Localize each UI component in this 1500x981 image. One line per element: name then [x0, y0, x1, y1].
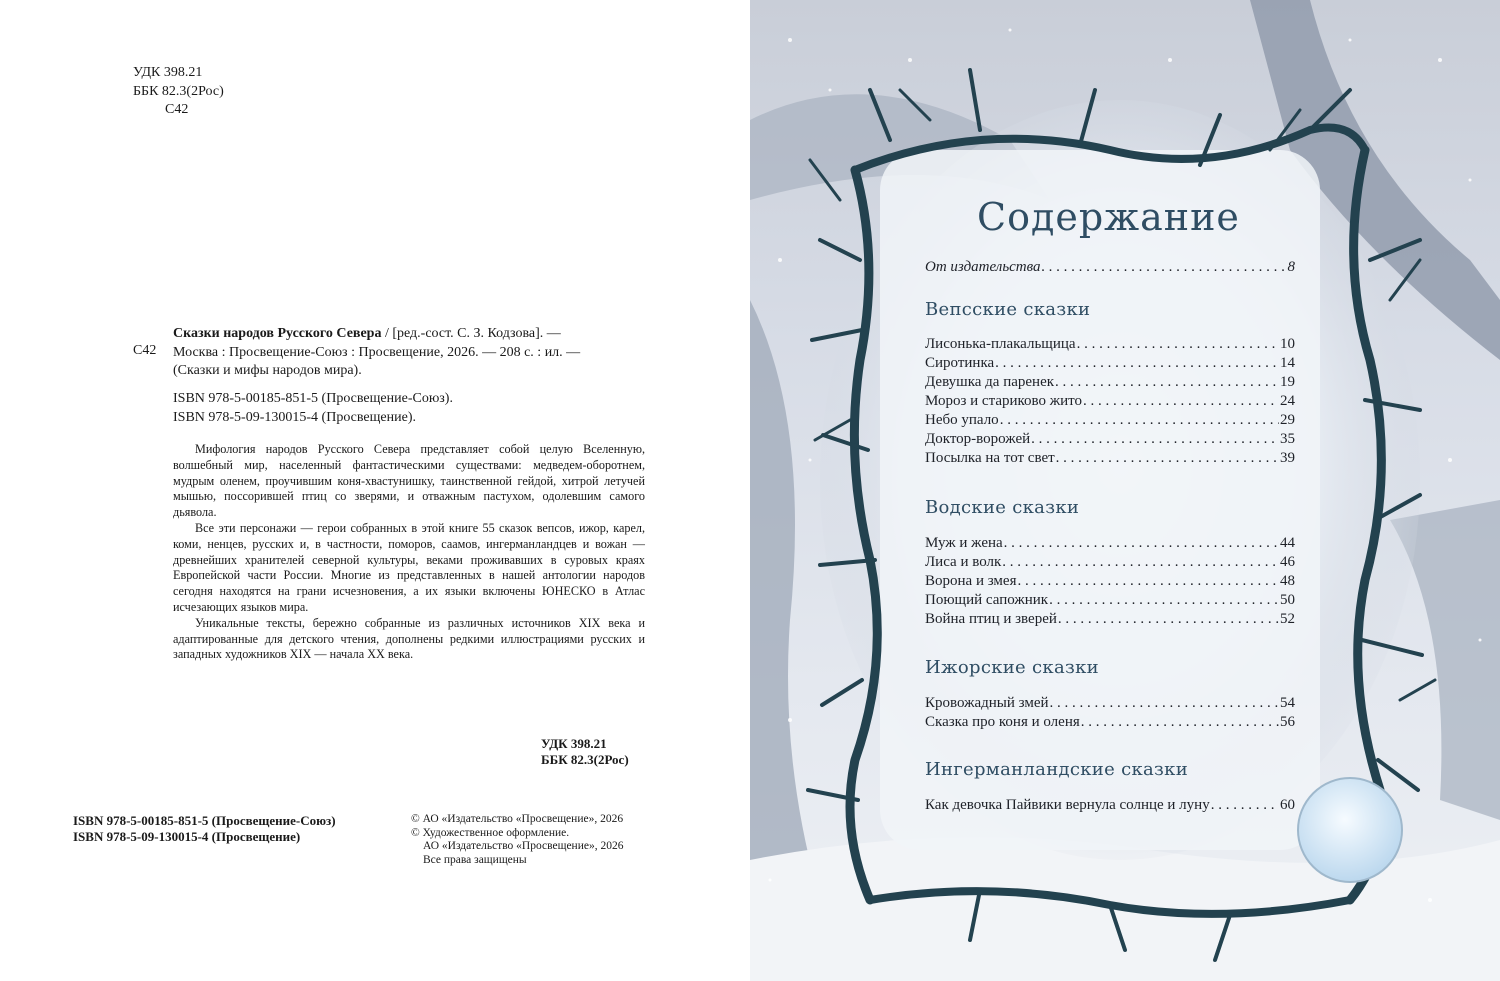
toc-entry: [925, 393, 1295, 410]
toc-entry-page: 10: [1280, 336, 1295, 352]
toc-entry-page: 54: [1280, 695, 1295, 711]
toc-entry-page: 48: [1280, 573, 1295, 589]
isbn-line: ISBN 978-5-00185-851-5 (Просвещение-Союз).: [173, 391, 453, 406]
toc-entry-page: 52: [1280, 611, 1295, 627]
copyright-line: Все права защищены: [423, 853, 527, 866]
udk-code: УДК 398.21: [133, 65, 203, 80]
annotation: [173, 442, 645, 663]
toc-entry-label: Ворона и змея: [925, 573, 1017, 589]
section-heading: Ингерманландские сказки: [925, 759, 1189, 780]
toc-entry: [925, 695, 1295, 712]
isbn-line: ISBN 978-5-09-130015-4 (Просвещение): [73, 829, 301, 844]
annotation-paragraph: Мифология народов Русского Севера представляет собой целую Вселенную, волшебный мир, населенный фантастическими существами: медведем-оборотнем, мудрым оленем, проучившим коня-хвастунишку, таинственной гейдой, хитрой летучей мышью, поссорившей птиц со зверями, и отважным пастухом, одолевшим самого дьявола.: [173, 442, 645, 520]
toc-entry-page: 19: [1280, 374, 1295, 390]
toc-entry-label: Сказка про коня и оленя: [925, 714, 1080, 730]
toc-entry: [925, 431, 1295, 448]
toc-entry-label: Война птиц и зверей: [925, 611, 1057, 627]
annotation-paragraph: Все эти персонажи — герои собранных в этой книге 55 сказок вепсов, ижор, карел, коми, ненцев, русских и, в частности, поморов, саамов, ингерманландцев и вожан — древнейших хранителей северной культуры, веками проживавших в суровых краях Европейской части России. Многие из представленных в нашей антологии народов сегодня находятся на грани исчезновения, а их языки включены ЮНЕСКО в Атлас исчезающих языков мира.: [173, 520, 645, 614]
toc-entry-page: 35: [1280, 431, 1295, 447]
toc-entry-label: Небо упало: [925, 412, 999, 428]
section-heading: Вепсские сказки: [925, 299, 1091, 320]
publisher-line: Москва : Просвещение-Союз : Просвещение, 2026. — 208 с. : ил. —: [173, 344, 581, 360]
toc-entry: [925, 336, 1295, 353]
editor-info: / [ред.-сост. С. З. Кодзова]. —: [381, 326, 561, 341]
copyright-line: АО «Издательство «Просвещение», 2026: [423, 840, 624, 853]
udk-top-block: [133, 64, 224, 120]
copyright-line: © Художественное оформление.: [411, 826, 570, 839]
book-title: Сказки народов Русского Севера: [173, 326, 382, 341]
winter-forest-illustration: [750, 0, 1500, 981]
toc-entry-label: Лиса и волк: [925, 554, 1002, 570]
toc-entry-label: Поющий сапожник: [925, 592, 1049, 608]
bbk-code: ББК 82.3(2Рос): [541, 752, 629, 767]
toc-entry-label: Посылка на тот свет: [925, 450, 1055, 466]
toc-entry: [925, 374, 1295, 391]
toc-entry-label: Сиротинка: [925, 355, 995, 371]
toc-entry: [925, 450, 1295, 467]
toc-entry: [925, 592, 1295, 609]
bbk-code: ББК 82.3(2Рос): [133, 83, 224, 99]
toc-entry: [925, 797, 1295, 814]
toc-entry-page: 29: [1280, 412, 1295, 428]
author-mark: С42: [165, 102, 189, 117]
toc-entry: [925, 714, 1295, 731]
right-page-contents: [750, 0, 1500, 981]
copyright-block: [411, 813, 623, 867]
isbn-line: ISBN 978-5-00185-851-5 (Просвещение-Союз): [73, 813, 336, 828]
toc-entry: [925, 611, 1295, 628]
glass-orb: [1298, 778, 1402, 882]
isbn-block: [173, 390, 453, 427]
toc-entry-label: Лисонька-плакальщица: [925, 336, 1076, 352]
toc-entry-page: 24: [1280, 393, 1295, 409]
isbn-line: ISBN 978-5-09-130015-4 (Просвещение).: [173, 409, 416, 425]
toc-entry-label: Девушка да паренек: [925, 374, 1055, 390]
toc-entry-label: Кровожадный змей: [925, 695, 1049, 711]
toc-entry-label: Доктор-ворожей: [925, 431, 1031, 447]
toc-entry-label: Муж и жена: [925, 535, 1003, 551]
toc-entry: [925, 535, 1295, 552]
toc-entry: [925, 573, 1295, 590]
toc-entry-page: 46: [1280, 554, 1295, 570]
series-line: (Сказки и мифы народов мира).: [173, 363, 362, 378]
udk-code: УДК 398.21: [541, 736, 607, 751]
toc-entry-page: 14: [1280, 355, 1295, 371]
toc-entry-page: 8: [1287, 259, 1295, 275]
author-mark-side: С42: [133, 343, 157, 358]
toc-entry-label: Мороз и стариково жито: [925, 393, 1083, 409]
toc-entry: [925, 355, 1295, 372]
toc-entry-page: 44: [1280, 535, 1295, 551]
toc-entry-label: Как девочка Пайвики вернула солнце и луну: [925, 797, 1210, 813]
udk-bottom-block: [541, 736, 629, 768]
isbn-bottom-block: [73, 813, 336, 845]
toc-entry-page: 50: [1280, 592, 1295, 608]
section-heading: Водские сказки: [925, 497, 1080, 518]
toc-entry-page: 39: [1280, 450, 1295, 466]
toc-entry: [925, 554, 1295, 571]
toc-entry: [925, 412, 1295, 429]
toc-title: Содержание: [977, 195, 1240, 239]
copyright-line: © АО «Издательство «Просвещение», 2026: [411, 813, 624, 825]
bibliographic-record: [173, 325, 645, 381]
toc-entry-page: 56: [1280, 714, 1295, 730]
toc-entry-label: От издательства: [925, 259, 1041, 275]
toc-entry-page: 60: [1280, 797, 1295, 813]
toc-entry: [925, 259, 1295, 276]
annotation-paragraph: Уникальные тексты, бережно собранные из различных источников XIX века и адаптированные для детского чтения, дополнены редкими иллюстрациями русских и западных художников XIX — начала XX века.: [173, 615, 645, 662]
section-heading: Ижорские сказки: [925, 657, 1099, 678]
